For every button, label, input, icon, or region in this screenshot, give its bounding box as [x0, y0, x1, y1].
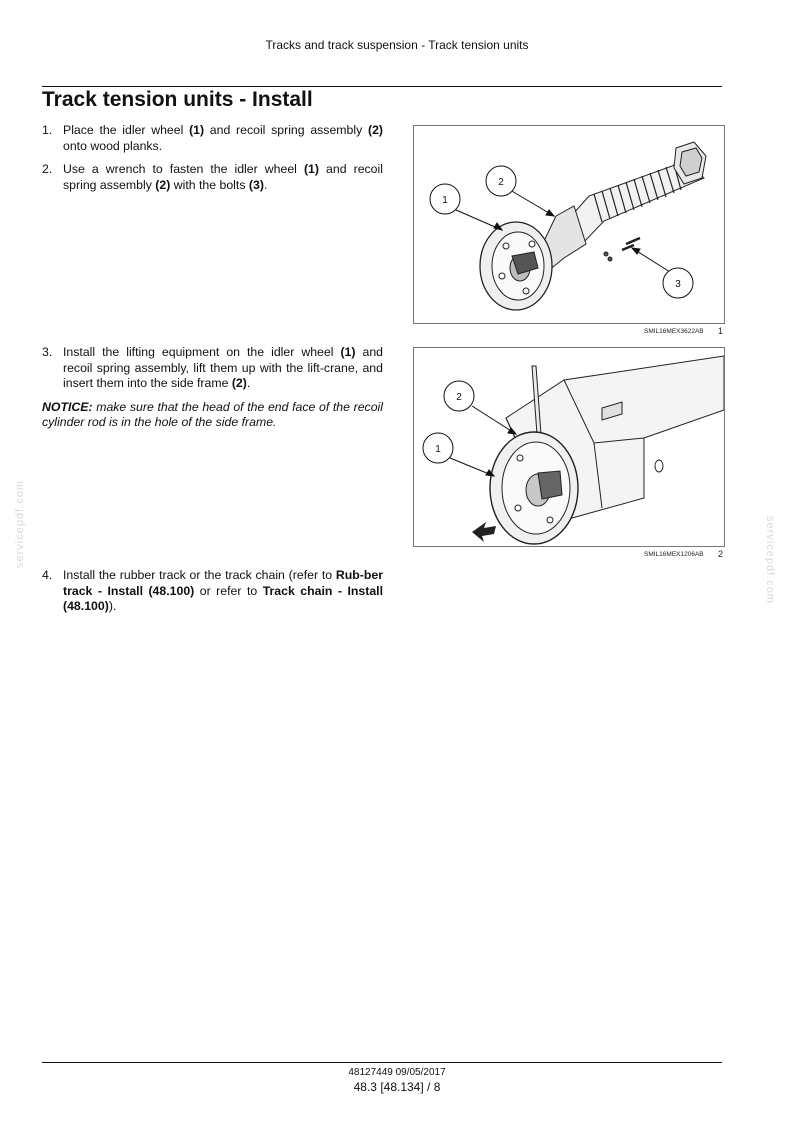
step-3	[42, 345, 383, 392]
step-number: 3.	[42, 345, 53, 359]
figure-1-code: SMIL16MEX3622AB	[644, 328, 704, 335]
figure-2-code: SMIL16MEX1206AB	[644, 551, 704, 558]
step-2	[42, 162, 383, 193]
step-text-bold: (2)	[367, 123, 383, 137]
idler-wheel-spring-diagram	[414, 126, 724, 323]
step-text-bold: (1)	[340, 345, 356, 359]
running-header: Tracks and track suspension - Track tension units	[265, 38, 529, 52]
step-text	[63, 568, 383, 613]
watermark-right: servicepdf.com	[764, 516, 776, 604]
step-text	[63, 123, 383, 153]
step-text-bold: (1)	[189, 123, 205, 137]
step-4	[42, 568, 383, 615]
step-text-bold: Track chain - Install (48.100)	[63, 583, 384, 614]
notice-text: make sure that the head of the end face of the recoil cylinder rod is in the hole of the side frame.	[42, 399, 383, 430]
step-number: 2.	[42, 162, 53, 177]
step-text-run: Place the idler wheel	[63, 123, 190, 137]
callout-label: 2	[498, 177, 504, 188]
steps-group-3	[42, 568, 383, 623]
step-text-run: onto wood planks.	[63, 138, 163, 153]
footer-rule	[42, 1062, 722, 1063]
step-text-bold: (3)	[248, 177, 264, 192]
footer-page-number: 48.3 [48.134] / 8	[353, 1080, 441, 1094]
side-frame-insertion-diagram	[414, 348, 724, 546]
figure-2-number: 2	[718, 549, 724, 559]
step-text-run: Install the rubber track or the track chain (refer to	[63, 568, 336, 582]
notice	[42, 400, 383, 431]
step-text-bold: (2)	[155, 177, 171, 192]
step-text-run: and recoil spring assembly, lift them up with the lift-crane, and insert them into the side frame	[63, 345, 383, 391]
step-text-run: .	[246, 376, 251, 391]
step-1	[42, 123, 383, 154]
title-rule	[42, 86, 722, 87]
callout-label: 1	[442, 195, 448, 206]
footer-doc-code: 48127449 09/05/2017	[348, 1067, 446, 1078]
step-number: 4.	[42, 568, 53, 582]
step-text-bold: (2)	[231, 376, 247, 391]
step-text-run: and recoil spring assembly	[63, 162, 383, 192]
figure-2-illustration	[413, 347, 725, 547]
step-text-run: ).	[108, 599, 117, 614]
callout-label: 3	[675, 279, 681, 290]
step-text-run: with the bolts	[170, 177, 249, 192]
watermark-left: servicepdf.com	[14, 480, 26, 568]
figure-1-illustration	[413, 125, 725, 324]
step-text	[63, 345, 383, 390]
callout-label: 1	[435, 444, 441, 455]
step-text-run: .	[263, 177, 268, 192]
step-text-run: or refer to	[194, 583, 263, 598]
step-text-run: Use a wrench to fasten the idler wheel	[63, 162, 304, 177]
steps-group-1	[42, 123, 383, 201]
page-title: Track tension units - Install	[42, 88, 313, 111]
notice-label: NOTICE:	[42, 399, 93, 414]
step-text-run: Install the lifting equipment on the idler wheel	[63, 345, 341, 359]
steps-group-2	[42, 345, 383, 431]
step-text-run: and recoil spring assembly	[204, 123, 368, 137]
step-text-bold: (1)	[303, 162, 319, 177]
step-text	[63, 162, 383, 192]
figure-1-number: 1	[718, 326, 724, 336]
step-number: 1.	[42, 123, 53, 137]
callout-label: 2	[456, 392, 462, 403]
step-text-bold: Rub-ber track - Install (48.100)	[63, 568, 383, 598]
